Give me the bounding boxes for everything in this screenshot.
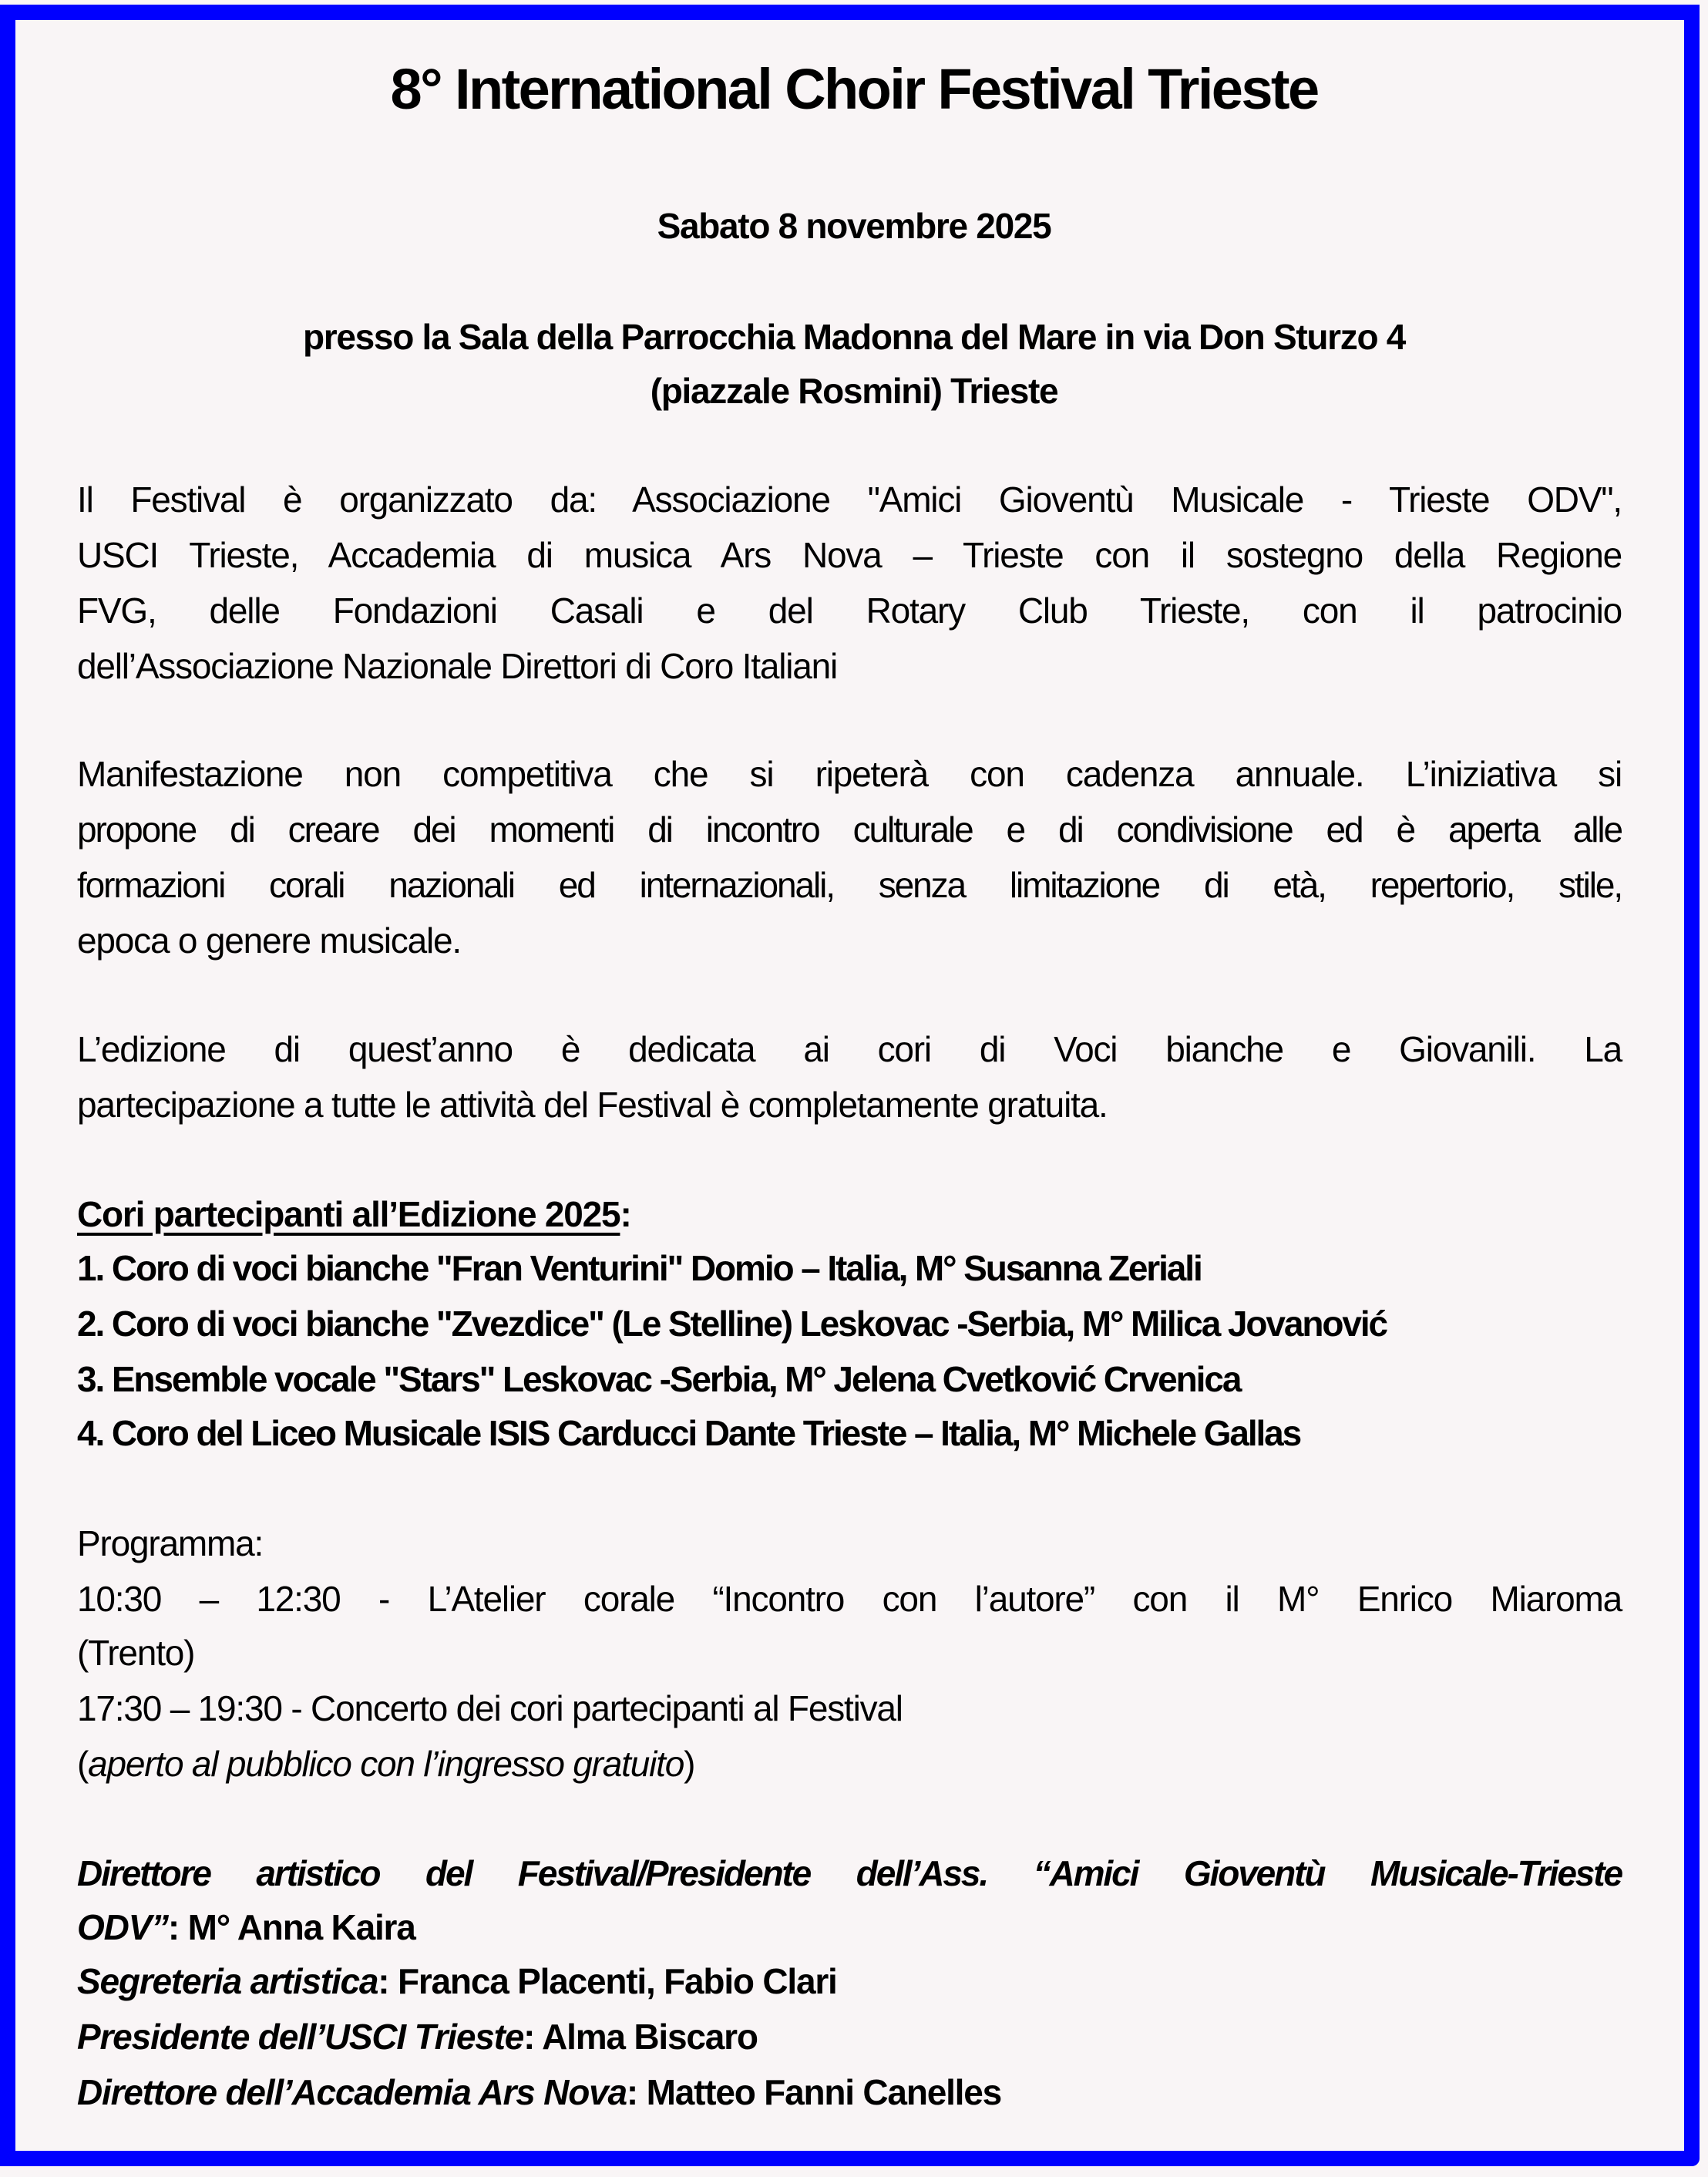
credit-separator: :: [523, 2017, 543, 2057]
program-event-note: [77, 1736, 1622, 1792]
note-paren-open: (: [77, 1744, 89, 1784]
credit-role: Direttore dell’Accademia Ars Nova: [77, 2072, 627, 2112]
note-text: aperto al pubblico con l’ingresso gratuito: [88, 1744, 684, 1784]
paragraph-line: partecipazione a tutte le attività del Festival è completamente gratuita.: [77, 1085, 1108, 1125]
paragraph-line: L’edizione di quest’anno è dedicata ai cori di Voci bianche e Giovanili. La: [77, 1029, 1622, 1069]
program-heading: Programma:: [77, 1523, 264, 1563]
participants-heading: [77, 1186, 1622, 1242]
credit-role: Presidente dell’USCI Trieste: [77, 2017, 524, 2057]
paragraph-line: formazioni corali nazionali ed internazionali, senza limitazione di età, repertorio, stile,: [77, 865, 1622, 905]
participant-item: 1. Coro di voci bianche "Fran Venturini" Domio – Italia, M° Susanna Zeriali: [77, 1248, 1202, 1288]
credit-line: [77, 2064, 1622, 2120]
program-event-line: (Trento): [77, 1633, 195, 1673]
credit-name: Matteo Fanni Canelles: [646, 2072, 1002, 2112]
paragraph-line: dell’Associazione Nazionale Direttori di Coro Italiani: [77, 646, 838, 686]
program-event-line: 10:30 – 12:30 - L’Atelier corale “Incontro con l’autore” con il M° Enrico Miaroma: [77, 1579, 1622, 1619]
participants-heading-text: Cori partecipanti all’Edizione 2025: [77, 1194, 620, 1234]
credit-line: [77, 1899, 1622, 1955]
program-event-line: 17:30 – 19:30 - Concerto dei cori partecipanti al Festival: [77, 1688, 903, 1728]
page-title: 8° International Choir Festival Trieste: [390, 57, 1318, 121]
credit-separator: :: [626, 2072, 647, 2112]
credit-separator: :: [167, 1907, 188, 1947]
credit-role: Segreteria artistica: [77, 1961, 378, 2001]
paragraph-line: epoca o genere musicale.: [77, 920, 461, 961]
paragraph-line: Manifestazione non competitiva che si ripeterà con cadenza annuale. L’iniziativa si: [77, 754, 1622, 794]
credit-name: Alma Biscaro: [542, 2017, 758, 2057]
credit-separator: :: [378, 1961, 398, 2001]
paragraph-line: USCI Trieste, Accademia di musica Ars Nova – Trieste con il sostegno della Regione: [77, 535, 1622, 575]
note-paren-close: ): [684, 1744, 695, 1784]
participants-heading-colon: :: [620, 1194, 631, 1234]
paragraph-line: FVG, delle Fondazioni Casali e del Rotary Club Trieste, con il patrocinio: [77, 591, 1622, 631]
participant-item: 2. Coro di voci bianche "Zvezdice" (Le Stelline) Leskovac -Serbia, M° Milica Jovanović: [77, 1304, 1387, 1344]
venue-line-1: presso la Sala della Parrocchia Madonna del Mare in via Don Sturzo 4: [302, 317, 1406, 357]
participant-item: 3. Ensemble vocale "Stars" Leskovac -Serbia, M° Jelena Cvetković Crvenica: [77, 1359, 1241, 1399]
credit-name: Franca Placenti, Fabio Clari: [397, 1961, 837, 2001]
credit-role: ODV”: [77, 1907, 168, 1947]
credit-line: [77, 1953, 1622, 2009]
credit-name: M° Anna Kaira: [187, 1907, 415, 1947]
credit-role: Direttore artistico del Festival/Presidente dell’Ass. “Amici Gioventù Musicale-Trieste: [77, 1853, 1622, 1893]
participant-item: 4. Coro del Liceo Musicale ISIS Carducci Dante Trieste – Italia, M° Michele Gallas: [77, 1413, 1301, 1453]
event-date: Sabato 8 novembre 2025: [657, 206, 1051, 246]
venue-line-2: (piazzale Rosmini) Trieste: [650, 371, 1058, 411]
credit-line: [77, 2009, 1622, 2064]
paragraph-line: Il Festival è organizzato da: Associazione "Amici Gioventù Musicale - Trieste ODV",: [77, 479, 1622, 520]
paragraph-line: propone di creare dei momenti di incontro culturale e di condivisione ed è aperta alle: [77, 809, 1622, 850]
